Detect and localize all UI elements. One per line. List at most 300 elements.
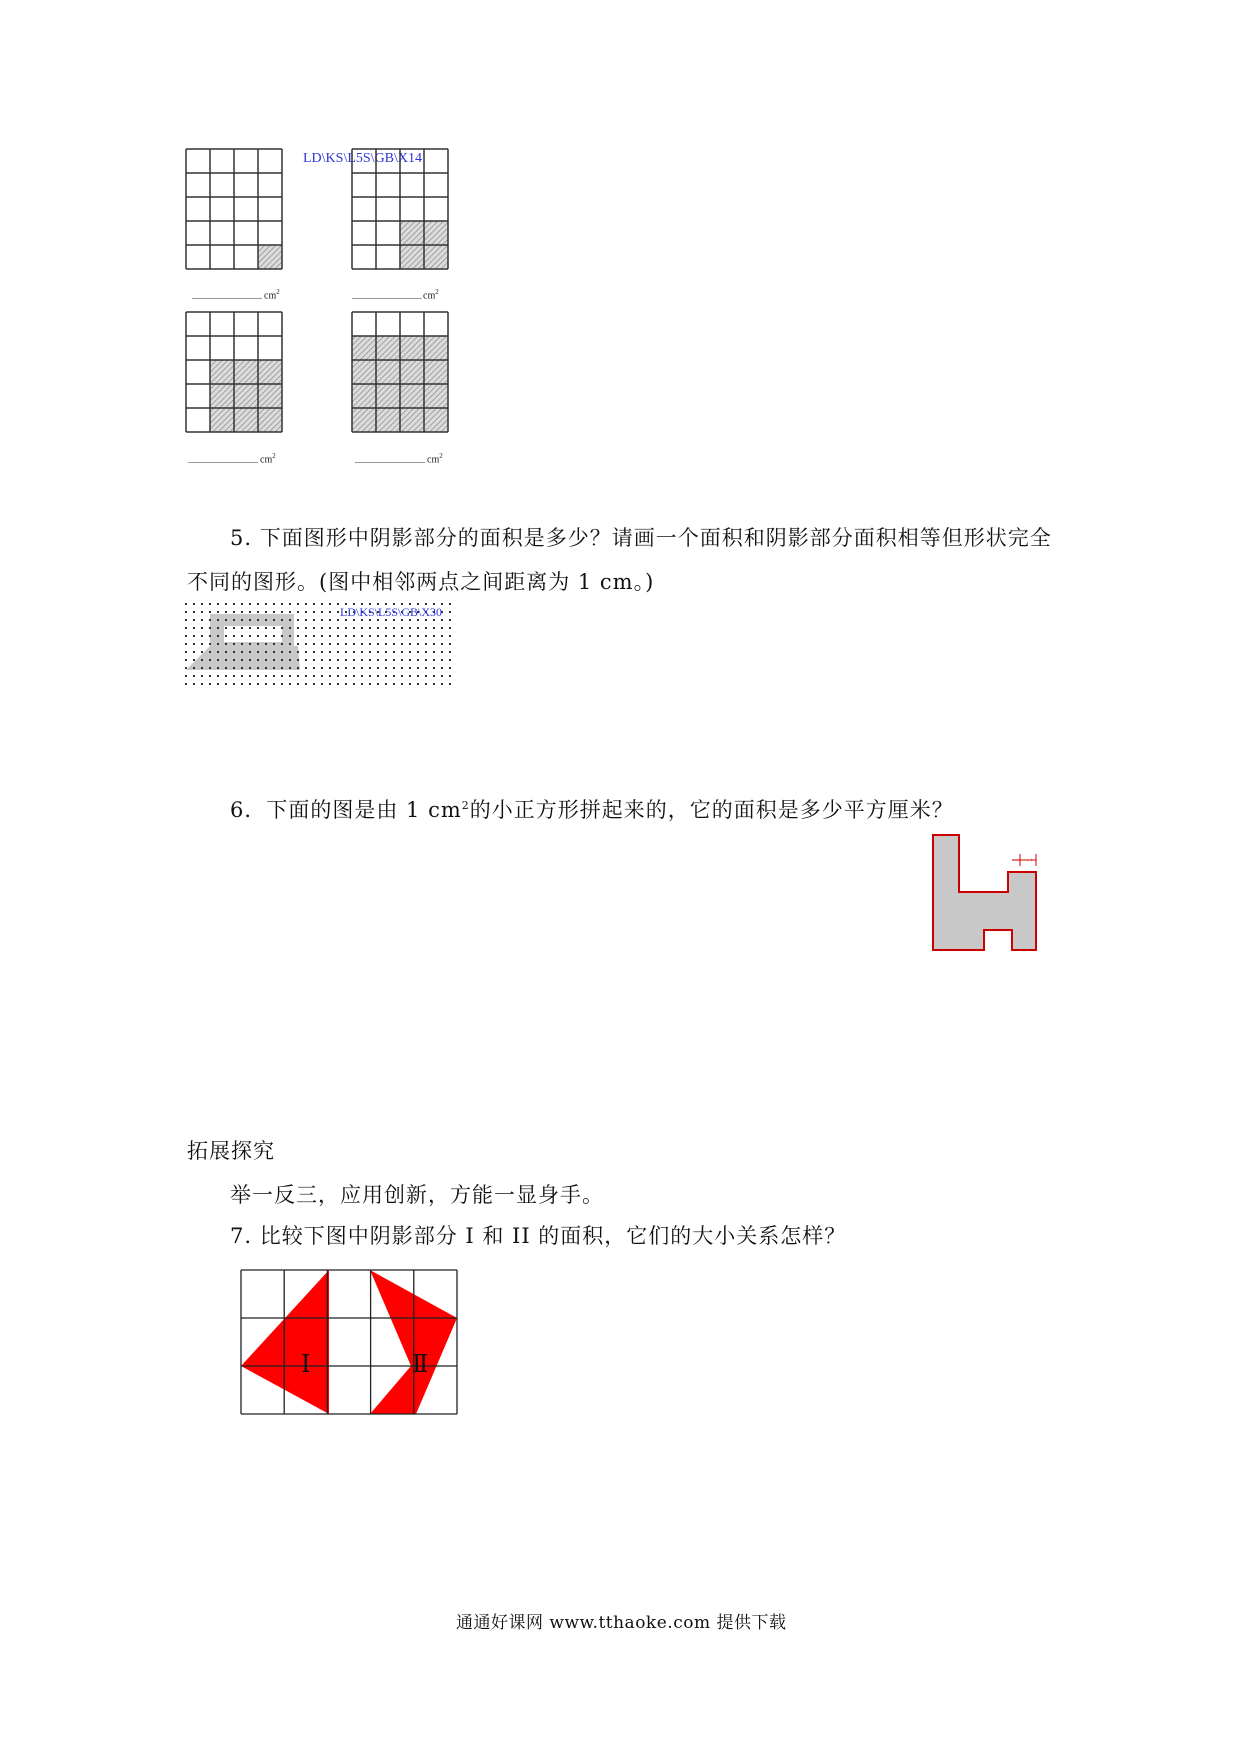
grid-dot <box>273 619 275 621</box>
grid-dot <box>393 643 395 645</box>
grid-dot <box>369 635 371 637</box>
grid-dot <box>233 675 235 677</box>
grid-dot <box>193 627 195 629</box>
grid-dot <box>289 683 291 685</box>
grid-dot <box>241 667 243 669</box>
grid-dot <box>233 603 235 605</box>
grid-dot <box>217 675 219 677</box>
grid-dot <box>209 611 211 613</box>
grid-dot <box>417 667 419 669</box>
grid-dot <box>273 603 275 605</box>
grid-dot <box>281 611 283 613</box>
grid-dot <box>249 635 251 637</box>
grid-dot <box>241 659 243 661</box>
grid-dot <box>449 643 451 645</box>
grid-dot <box>257 619 259 621</box>
grid-dot <box>369 667 371 669</box>
grid-dot <box>297 611 299 613</box>
grid-dot <box>201 683 203 685</box>
grid-dot <box>257 659 259 661</box>
grid-dot <box>249 675 251 677</box>
grid-dot <box>217 619 219 621</box>
grid-dot <box>193 643 195 645</box>
grid-dot <box>345 667 347 669</box>
grid-dot <box>425 651 427 653</box>
grid-dot <box>313 611 315 613</box>
grid-dot <box>353 643 355 645</box>
grid-dot <box>377 635 379 637</box>
grid-diagram-3 <box>186 311 286 435</box>
grid-dot <box>281 659 283 661</box>
grid-dot <box>401 635 403 637</box>
grid-dot <box>265 643 267 645</box>
grid-dot <box>401 683 403 685</box>
grid-dot <box>289 659 291 661</box>
grid-dot <box>345 651 347 653</box>
grid-dot <box>449 611 451 613</box>
grid-dot <box>249 643 251 645</box>
grid-dot <box>305 667 307 669</box>
grid-dot <box>241 651 243 653</box>
grid-dot <box>209 619 211 621</box>
grid-dot <box>297 627 299 629</box>
grid-dot <box>369 659 371 661</box>
grid-dot <box>217 667 219 669</box>
grid-dot <box>249 683 251 685</box>
grid-dot <box>337 611 339 613</box>
grid-dot <box>393 627 395 629</box>
grid-dot <box>265 659 267 661</box>
grid-dot <box>297 635 299 637</box>
grid-dot <box>449 683 451 685</box>
grid-dot <box>409 659 411 661</box>
grid-dot <box>249 627 251 629</box>
grid-dot <box>265 675 267 677</box>
grid-dot <box>313 627 315 629</box>
shaded-region-1 <box>241 1270 329 1414</box>
grid-dot <box>233 667 235 669</box>
grid-dot <box>273 675 275 677</box>
grid-dot <box>185 619 187 621</box>
grid-dot <box>201 627 203 629</box>
grid-dot <box>369 683 371 685</box>
grid-dot <box>281 667 283 669</box>
grid-dot <box>305 627 307 629</box>
grid-dot <box>209 659 211 661</box>
grid-dot <box>273 651 275 653</box>
grid-dot <box>329 667 331 669</box>
grid-dot <box>289 611 291 613</box>
grid-dot <box>257 683 259 685</box>
grid-dot <box>401 675 403 677</box>
grid-dot <box>297 659 299 661</box>
grid-dot <box>409 683 411 685</box>
grid-dot <box>201 603 203 605</box>
grid-dot <box>441 651 443 653</box>
h-shape <box>933 835 1036 950</box>
grid-dot <box>249 619 251 621</box>
grid-dot <box>433 643 435 645</box>
grid-dot <box>305 651 307 653</box>
grid-dot <box>377 675 379 677</box>
grid-dot <box>233 627 235 629</box>
q6-text: 6．下面的图是由 1 $cm^2$的小正方形拼起来的，它的面积是多少平方厘米？ <box>230 798 954 822</box>
grid-dot <box>313 619 315 621</box>
grid-dot <box>425 683 427 685</box>
grid-dot <box>273 627 275 629</box>
grid-dot <box>305 603 307 605</box>
extension-motto: 举一反三，应用创新，方能一显身手。 <box>230 1183 604 1207</box>
grid-dot <box>225 611 227 613</box>
grid-dot <box>233 611 235 613</box>
code-label-q5: LD\KS\L5S\GB\X30 <box>340 605 443 619</box>
grid-dot <box>297 675 299 677</box>
grid-dot <box>241 611 243 613</box>
grid-dot <box>361 659 363 661</box>
grid-dot <box>329 659 331 661</box>
grid-dot <box>241 603 243 605</box>
grid-dot <box>209 643 211 645</box>
grid-dot <box>345 635 347 637</box>
grid-dot <box>441 667 443 669</box>
grid-diagram-1 <box>186 148 286 272</box>
grid-dot <box>217 683 219 685</box>
grid-dot <box>321 659 323 661</box>
grid-dot <box>345 643 347 645</box>
grid-dot <box>193 603 195 605</box>
grid-dot <box>265 683 267 685</box>
grid-dot <box>185 651 187 653</box>
grid-dot <box>233 683 235 685</box>
grid-dot <box>337 627 339 629</box>
grid-dot <box>305 619 307 621</box>
q7-text: 7. 比较下图中阴影部分 I 和 II 的面积，它们的大小关系怎样？ <box>230 1224 847 1248</box>
grid-dot <box>393 683 395 685</box>
grid-dot <box>369 651 371 653</box>
grid-dot <box>217 635 219 637</box>
grid-dot <box>409 635 411 637</box>
grid-dot <box>441 675 443 677</box>
grid-dot <box>385 643 387 645</box>
grid-dot <box>265 603 267 605</box>
grid-dot <box>273 683 275 685</box>
answer-blank-1[interactable] <box>192 298 262 299</box>
grid-dot <box>433 683 435 685</box>
grid-dot <box>433 675 435 677</box>
grid-dot <box>193 635 195 637</box>
grid-dot <box>249 603 251 605</box>
grid-dot <box>353 635 355 637</box>
grid-dot <box>241 683 243 685</box>
grid-dot <box>401 651 403 653</box>
region-1-label: Ⅰ <box>301 1350 311 1378</box>
grid-dot <box>265 635 267 637</box>
grid-dot <box>385 659 387 661</box>
grid-dot <box>337 603 339 605</box>
grid-dot <box>369 675 371 677</box>
grid-dot <box>249 659 251 661</box>
grid-dot <box>289 603 291 605</box>
region-2-label: Ⅱ <box>412 1350 429 1378</box>
grid-dot <box>329 643 331 645</box>
grid-dot <box>225 619 227 621</box>
answer-blank-4[interactable] <box>355 462 425 463</box>
grid-dot <box>441 635 443 637</box>
grid-dot <box>193 619 195 621</box>
grid-dot <box>377 643 379 645</box>
grid-dot <box>281 643 283 645</box>
grid-dot <box>393 667 395 669</box>
grid-dot <box>217 627 219 629</box>
grid-dot <box>409 627 411 629</box>
grid-dot <box>449 603 451 605</box>
grid-dot <box>401 643 403 645</box>
grid-dot <box>385 683 387 685</box>
q5-line2: 不同的图形。(图中相邻两点之间距离为 1 cm。) <box>187 570 655 594</box>
extension-heading: 拓展探究 <box>187 1139 275 1163</box>
grid-dot <box>425 675 427 677</box>
grid-dot <box>329 627 331 629</box>
grid-dot <box>313 659 315 661</box>
unit-label-1: $cm^2$ <box>264 288 280 302</box>
grid-dot <box>361 627 363 629</box>
grid-dot <box>393 675 395 677</box>
grid-dot <box>393 651 395 653</box>
grid-dot <box>425 635 427 637</box>
answer-blank-2[interactable] <box>352 298 422 299</box>
grid-dot <box>257 603 259 605</box>
grid-dot <box>225 683 227 685</box>
grid-dot <box>217 643 219 645</box>
grid-dot <box>401 627 403 629</box>
grid-dot <box>337 659 339 661</box>
grid-dot <box>289 651 291 653</box>
grid-dot <box>225 675 227 677</box>
unit-label-4: $cm^2$ <box>427 452 443 466</box>
grid-dot <box>289 635 291 637</box>
grid-dot <box>297 603 299 605</box>
grid-dot <box>241 627 243 629</box>
grid-dot <box>329 651 331 653</box>
grid-dot <box>257 611 259 613</box>
grid-dot <box>441 627 443 629</box>
grid-dot <box>321 635 323 637</box>
grid-dot <box>385 651 387 653</box>
grid-dot <box>233 659 235 661</box>
grid-dot <box>209 683 211 685</box>
grid-dot <box>217 659 219 661</box>
grid-dot <box>449 675 451 677</box>
grid-dot <box>361 683 363 685</box>
grid-dot <box>273 611 275 613</box>
q5-line1: 5. 下面图形中阴影部分的面积是多少？请画一个面积和阴影部分面积相等但形状完全 <box>230 526 1052 550</box>
grid-dot <box>289 619 291 621</box>
grid-dot <box>321 683 323 685</box>
grid-dot <box>449 667 451 669</box>
grid-dot <box>289 675 291 677</box>
grid-dot <box>329 683 331 685</box>
grid-dot <box>281 675 283 677</box>
grid-dot <box>361 675 363 677</box>
grid-dot <box>321 611 323 613</box>
grid-dot <box>281 635 283 637</box>
grid-dot <box>329 675 331 677</box>
grid-dot <box>433 651 435 653</box>
grid-dot <box>353 667 355 669</box>
dimension-label-a: 1 <box>1011 858 1020 862</box>
grid-dot <box>185 659 187 661</box>
grid-dot <box>313 667 315 669</box>
grid-dot <box>185 627 187 629</box>
grid-dot <box>377 659 379 661</box>
grid-dot <box>185 643 187 645</box>
grid-dot <box>217 603 219 605</box>
grid-dot <box>369 627 371 629</box>
grid-dot <box>433 627 435 629</box>
grid-dot <box>233 635 235 637</box>
grid-dot <box>281 627 283 629</box>
grid-dot <box>393 635 395 637</box>
grid-dot <box>305 643 307 645</box>
grid-dot <box>361 643 363 645</box>
grid-dot <box>249 667 251 669</box>
grid-dot <box>417 627 419 629</box>
grid-dot <box>425 659 427 661</box>
grid-dot <box>353 683 355 685</box>
grid-dot <box>281 651 283 653</box>
grid-dot <box>441 659 443 661</box>
grid-dot <box>257 643 259 645</box>
grid-dot <box>313 635 315 637</box>
grid-dot <box>385 627 387 629</box>
grid-dot <box>449 635 451 637</box>
grid-dot <box>201 635 203 637</box>
grid-dot <box>433 635 435 637</box>
grid-dot <box>217 611 219 613</box>
grid-dot <box>337 643 339 645</box>
grid-dot <box>337 675 339 677</box>
grid-dot <box>449 619 451 621</box>
grid-dot <box>321 675 323 677</box>
answer-blank-3[interactable] <box>188 462 258 463</box>
grid-dot <box>185 635 187 637</box>
grid-dot <box>361 667 363 669</box>
grid-dot <box>185 603 187 605</box>
grid-dot <box>257 627 259 629</box>
grid-dot <box>225 635 227 637</box>
grid-dot <box>241 635 243 637</box>
grid-dot <box>425 627 427 629</box>
grid-dot <box>193 611 195 613</box>
grid-dot <box>313 643 315 645</box>
grid-dot <box>417 683 419 685</box>
grid-dot <box>385 667 387 669</box>
page-footer: 通通好课网 www.tthaoke.com 提供下载 <box>456 1613 787 1633</box>
grid-dot <box>313 603 315 605</box>
grid-dot <box>361 651 363 653</box>
grid-dot <box>353 675 355 677</box>
grid-dot <box>265 651 267 653</box>
grid-dot <box>377 627 379 629</box>
grid-dot <box>377 683 379 685</box>
grid-dot <box>209 603 211 605</box>
grid-dot <box>313 651 315 653</box>
shaded-shape <box>186 614 300 670</box>
unit-label-3: $cm^2$ <box>260 452 276 466</box>
grid-dot <box>321 627 323 629</box>
grid-dot <box>257 635 259 637</box>
grid-dot <box>329 635 331 637</box>
grid-dot <box>321 651 323 653</box>
grid-dot <box>449 651 451 653</box>
grid-dot <box>225 659 227 661</box>
grid-dot <box>345 683 347 685</box>
grid-dot <box>201 675 203 677</box>
grid-dot <box>241 643 243 645</box>
grid-dot <box>281 619 283 621</box>
grid-dot <box>377 667 379 669</box>
grid-dot <box>241 619 243 621</box>
grid-dot <box>345 627 347 629</box>
grid-diagram-4 <box>352 311 452 435</box>
grid-dot <box>233 619 235 621</box>
grid-dot <box>433 667 435 669</box>
grid-dot <box>281 683 283 685</box>
grid-dot <box>417 659 419 661</box>
grid-dot <box>265 627 267 629</box>
grid-dot <box>185 611 187 613</box>
grid-dot <box>201 659 203 661</box>
grid-dot <box>193 667 195 669</box>
comparison-grid-figure <box>241 1270 457 1414</box>
grid-dot <box>273 659 275 661</box>
grid-dot <box>377 651 379 653</box>
grid-dot <box>209 627 211 629</box>
grid-dot <box>353 659 355 661</box>
grid-dot <box>305 659 307 661</box>
grid-dot <box>185 667 187 669</box>
grid-dot <box>265 667 267 669</box>
grid-dot <box>369 643 371 645</box>
grid-dot <box>233 651 235 653</box>
grid-dot <box>305 611 307 613</box>
grid-dot <box>209 675 211 677</box>
grid-dot <box>273 667 275 669</box>
grid-dot <box>337 683 339 685</box>
grid-dot <box>449 627 451 629</box>
grid-dot <box>201 619 203 621</box>
grid-dot <box>425 667 427 669</box>
grid-dot <box>321 667 323 669</box>
grid-dot <box>409 675 411 677</box>
code-label-section4: LD\KS\L5S\GB\X14 <box>303 151 423 166</box>
grid-dot <box>225 651 227 653</box>
grid-dot <box>353 627 355 629</box>
grid-dot <box>449 659 451 661</box>
grid-dot <box>345 675 347 677</box>
grid-dot <box>441 683 443 685</box>
grid-dot <box>313 683 315 685</box>
grid-dot <box>193 675 195 677</box>
grid-dot <box>297 619 299 621</box>
grid-dot <box>297 651 299 653</box>
grid-dot <box>393 659 395 661</box>
grid-dot <box>417 643 419 645</box>
grid-dot <box>185 683 187 685</box>
grid-dot <box>337 651 339 653</box>
grid-dot <box>241 675 243 677</box>
grid-dot <box>329 619 331 621</box>
